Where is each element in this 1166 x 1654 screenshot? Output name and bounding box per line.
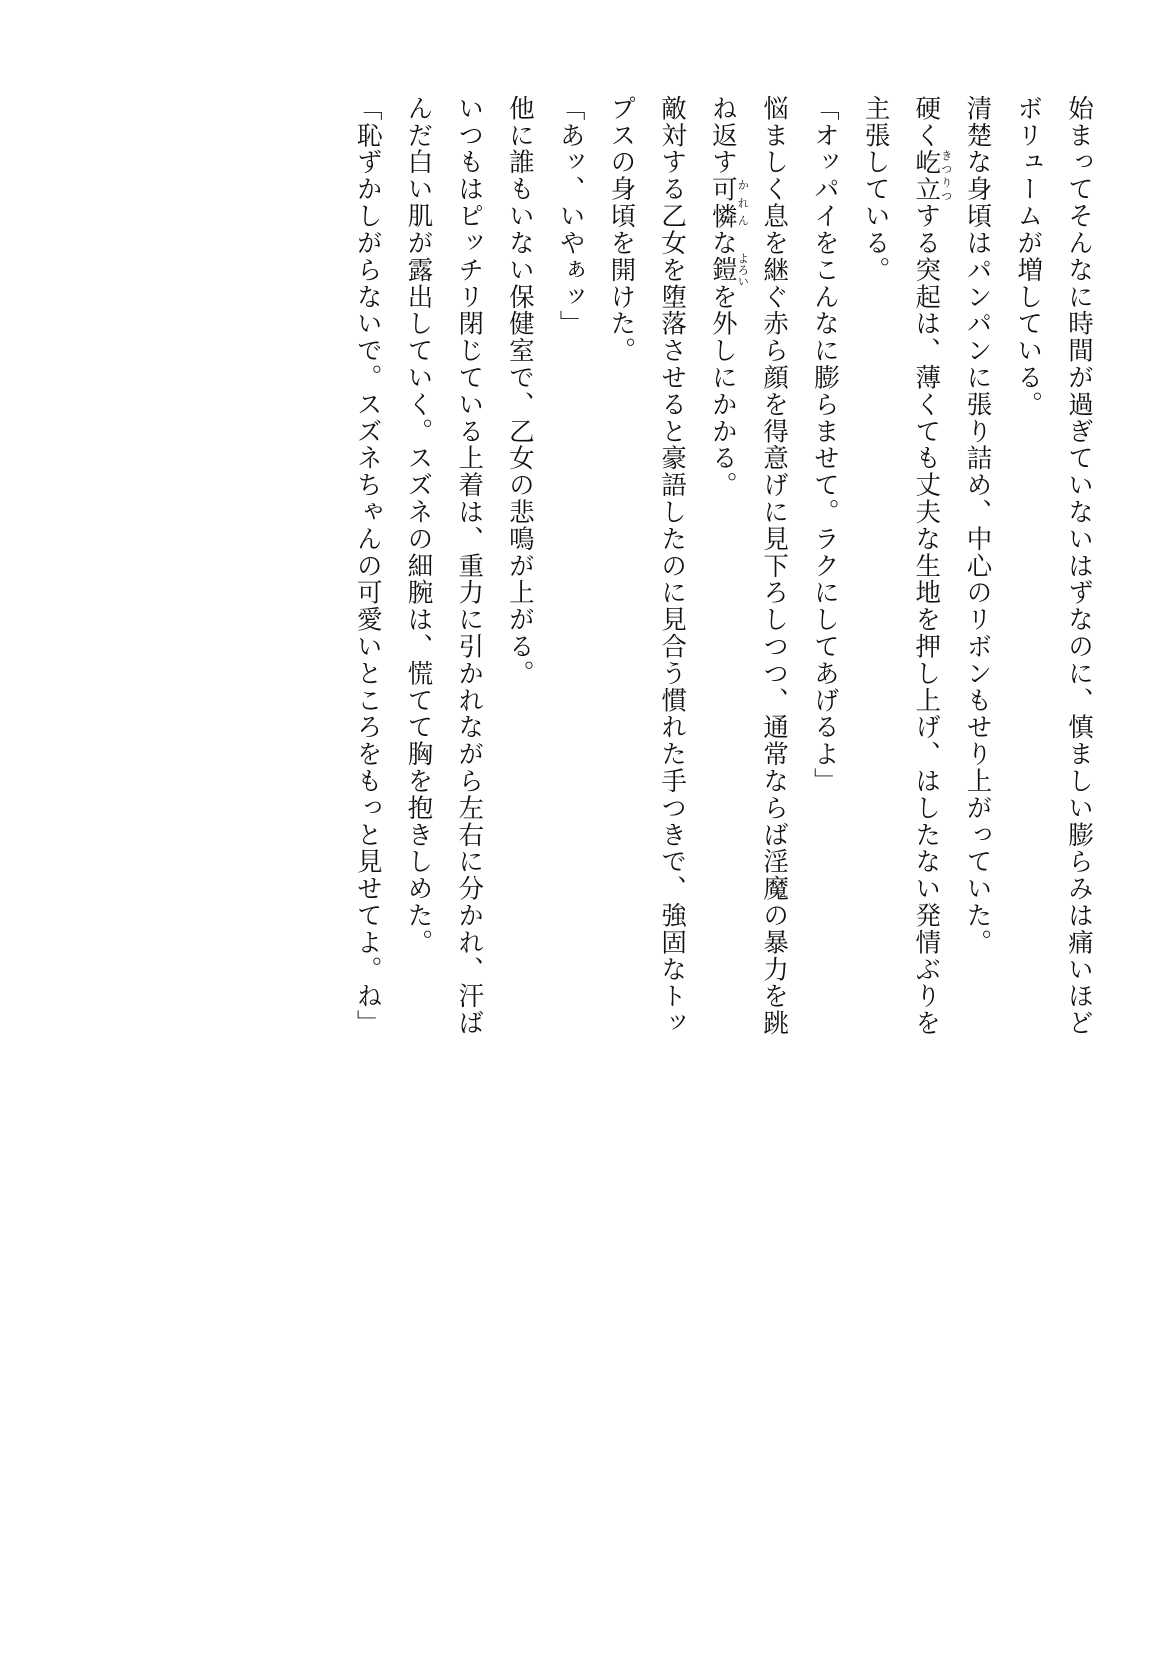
paragraph-10: プスの身頃を開けた。 [607,95,637,365]
ruby-base: 鎧 [708,252,738,288]
vertical-text-body [62,95,1104,1575]
paragraph-13: いつもはピッチリ閉じている上着は、重力に引かれながら左右に分かれ、汗ば [455,95,485,1037]
ruby-text: よろい [736,252,749,288]
paragraph-4 [901,95,952,1575]
paragraph-11: 「あッ、いやぁッ」 [556,95,586,338]
ruby-base: 屹立 [912,148,942,203]
paragraph-12: 他に誰もいない保健室で、乙女の悲鳴が上がる。 [505,95,535,687]
paragraph-1: 始まってそんなに時間が過ぎていないはずなのに、慎ましい膨らみは痛いほど [1065,95,1094,1037]
paragraph-9: 敵対する乙女を堕落させると豪語したのに見合う慣れた手つきで、強固なトッ [658,95,688,1037]
paragraph-4-pre: 硬く [912,95,942,149]
paragraph-15: 「恥ずかしがらないで。スズネちゃんの可愛いところをもっと見せてよ。ね」 [353,95,383,1037]
paragraph-7: 悩ましく息を継ぐ赤ら顔を得意げに見下ろしつつ、通常ならば淫魔の暴力を跳 [760,95,790,1037]
paragraph-8 [697,95,748,1575]
paragraph-3: 清楚な身頃はパンパンに張り詰め、中心のリボンもせり上がっていた。 [963,95,993,956]
paragraph-4-post: する突起は、薄くても丈夫な生地を押し上げ、はしたない発情ぶりを [912,202,942,1037]
paragraph-8-pre: ね返す [708,95,738,176]
paragraph-2: ボリュームが増している。 [1014,95,1044,418]
ruby-text: かれん [736,175,749,230]
ruby-karen [708,175,749,230]
paragraph-6: 「オッパイをこんなに膨らませて。ラクにしてあげるよ」 [810,95,840,795]
ruby-yoroi [708,252,749,288]
paragraph-5: 主張している。 [861,95,891,284]
paragraph-8-post: を外しにかかる。 [708,283,738,499]
ruby-base: 可憐 [708,175,738,230]
paragraph-14: んだ白い肌が露出していく。スズネの細腕は、慌てて胸を抱きしめた。 [404,95,434,956]
ruby-text: きつりつ [939,148,952,203]
ruby-kitsuritsu [912,148,952,203]
paragraph-8-mid: な [708,229,738,257]
